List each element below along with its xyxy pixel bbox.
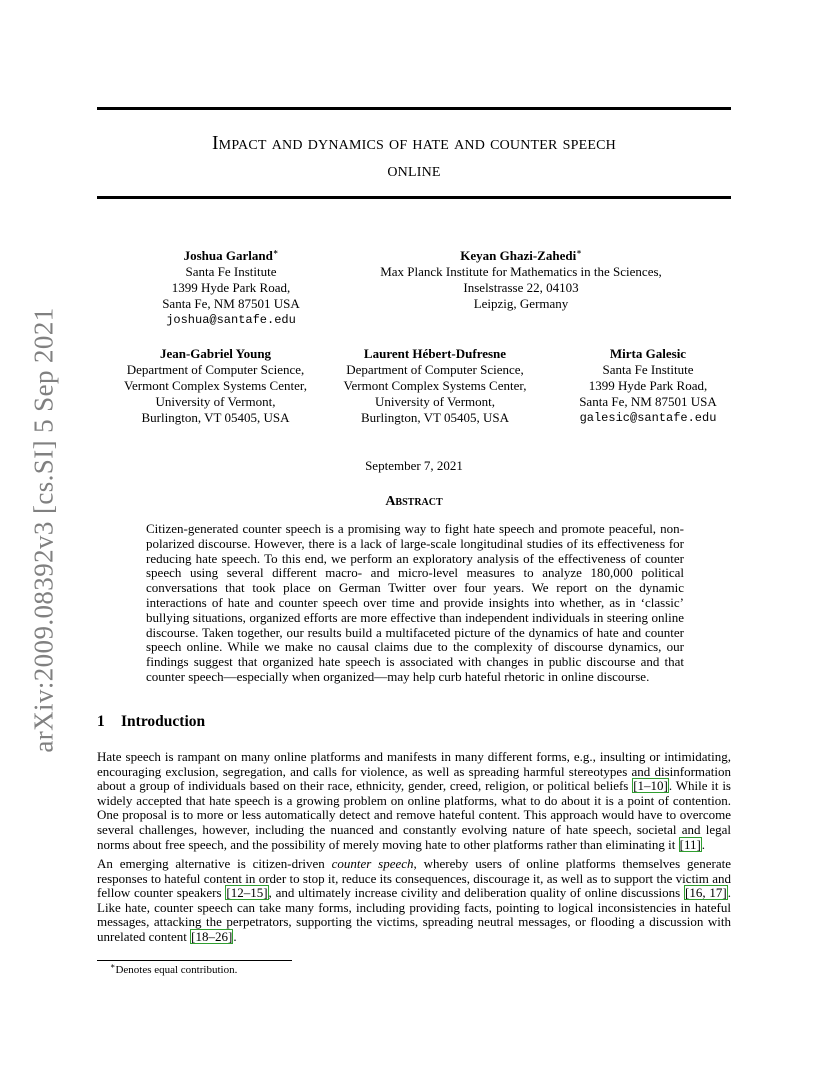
footnote-mark: ∗ [110,961,116,971]
author-address: Burlington, VT 05405, USA [141,410,290,425]
section-heading [97,713,205,731]
author-affiliation: Santa Fe Institute [602,362,694,377]
author-address: 1399 Hyde Park Road, [588,378,708,393]
author-affiliation: University of Vermont, [375,394,495,409]
author-block [548,346,748,426]
arxiv-stamp: arXiv:2009.08392v3 [cs.SI] 5 Sep 2021 [28,307,59,753]
abstract-body: Citizen-generated counter speech is a promising way to fight hate speech and promote peaceful, non-polarized discourse. However, there is a lack of large-scale longitudinal studies of its effectiveness for reducing hate speech. To this end, we perform an exploratory analysis of the effectiveness of counter speech using several different macro- and micro-level measures to analyze 180,000 political conversations that took place on German Twitter over four years. We report on the dynamic interactions of hate and counter speech over time and provide insights into whether, as in ‘classic’ bullying situations, organized efforts are more effective than independent individuals in steering online discourse. Taken together, our results build a multifaceted picture of the dynamics of hate and counter speech online. While we make no causal claims due to the complexity of discourse dynamics, our findings suggest that organized hate speech is associated with changes in public discourse and that counter speech—especially when organized—may help curb hateful rhetoric in online discourse. [146,521,684,684]
author-address: Santa Fe, NM 87501 USA [579,394,717,409]
footnote [110,961,238,976]
author-email[interactable]: joshua@santafe.edu [166,313,296,327]
author-block [113,346,318,426]
citation-link[interactable]: [18–26] [191,928,233,944]
author-address: Leipzig, Germany [473,296,569,311]
abstract-heading: Abstract [385,494,443,509]
author-name: Keyan Ghazi-Zahedi∗ [460,247,582,263]
author-address: Inselstrasse 22, 04103 [463,280,579,295]
author-block [330,346,540,426]
emphasis-text: counter speech [331,856,414,871]
title-line-1: Impact and dynamics of hate and counter speech [211,133,616,154]
author-name: Jean-Gabriel Young [159,346,272,361]
author-name: Laurent Hébert-Dufresne [363,346,507,361]
section-title: Introduction [121,713,206,730]
body-paragraph: Hate speech is rampant on many online platforms and manifests in many different forms, e.g., insulting or intimidating, encouraging exclusion, segregation, and calls for violence, as well as spreading harmful stereotypes and disinformation about a group of individuals based on their race, ethnicity, gender, creed, religion, or political beliefs [1–10]. While it is widely accepted that hate speech is a growing problem on online platforms, what to do about it is a point of contention. One proposal is to more or less automatically detect and remove hateful content. This approach would have to overcome several challenges, however, including the nuanced and constantly evolving nature of hate speech, societal and legal norms about free speech, and the possibility of merely moving hate to other platforms rather than eliminating it [11]. [97,749,731,852]
author-email[interactable]: galesic@santafe.edu [579,411,717,425]
author-name: Joshua Garland∗ [183,247,279,263]
author-affiliation: University of Vermont, [155,394,276,409]
author-affiliation: Max Planck Institute for Mathematics in the Sciences, [380,264,662,279]
author-block [136,248,326,328]
citation-link[interactable]: [11] [679,836,701,852]
author-affiliation: Vermont Complex Systems Center, [343,378,527,393]
citation-link[interactable]: [12–15] [226,885,268,901]
author-address: Santa Fe, NM 87501 USA [162,296,300,311]
author-affiliation: Vermont Complex Systems Center, [124,378,307,393]
footnote-rule [97,960,292,961]
citation-link[interactable]: [1–10] [633,778,668,794]
body-paragraph: An emerging alternative is citizen-driven counter speech, whereby users of online platforms themselves generate responses to hateful content in order to stop it, reduce its consequences, discourage it, as well as to support the victim and fellow counter speakers [12–15], and ultimately increase civility and deliberation quality of online discussions [16, 17]. Like hate, counter speech can take many forms, including providing facts, pointing to logical inconsistencies in hateful messages, attacking the perpetrators, supporting the victims, spreading neutral messages, or flooding a discussion with unrelated content [18–26]. [97,856,731,944]
author-affiliation: Santa Fe Institute [185,264,277,279]
author-address: 1399 Hyde Park Road, [171,280,291,295]
title-line-2: online [387,160,441,181]
author-name: Mirta Galesic [609,346,687,361]
author-address: Burlington, VT 05405, USA [361,410,509,425]
citation-link[interactable]: [16, 17] [685,885,727,901]
title-rule-top [97,107,731,110]
paper-date: September 7, 2021 [365,458,463,473]
author-block [340,248,702,312]
section-number: 1 [97,713,105,730]
title-rule-bottom [97,196,731,199]
author-affiliation: Department of Computer Science, [346,362,524,377]
author-affiliation: Department of Computer Science, [126,362,305,377]
footnote-text: Denotes equal contribution. [115,964,238,976]
paper-title [97,130,731,184]
